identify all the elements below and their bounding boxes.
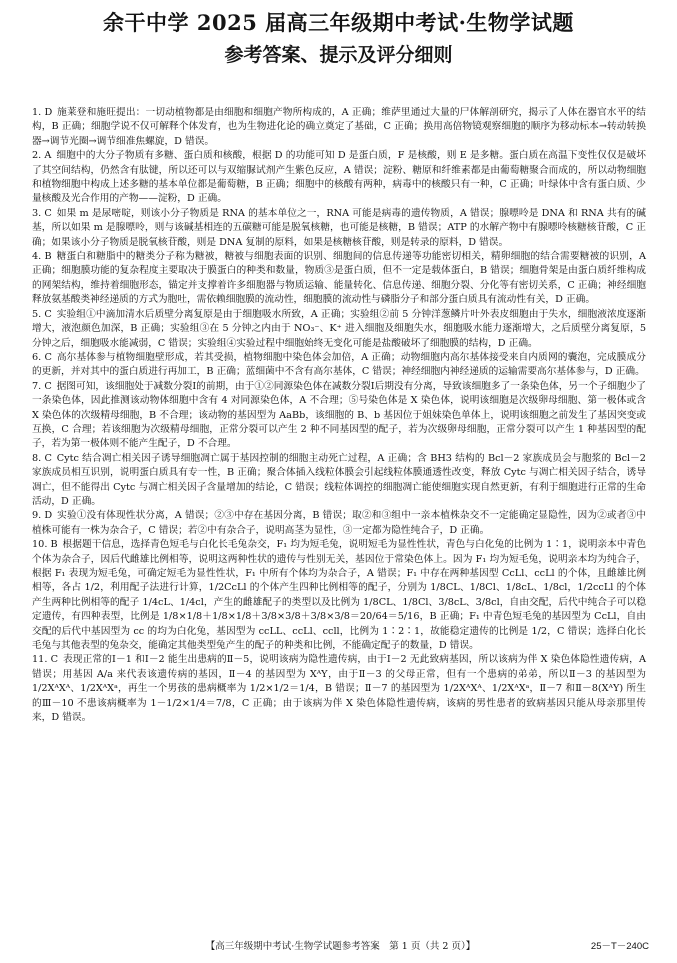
answer-item [32, 509, 646, 538]
answer-item [32, 452, 646, 510]
answer-explanation: Cytc 结合凋亡相关因子诱导细胞凋亡属于基因控制的细胞主动死亡过程，A 正确；含 BH3 结构的 Bcl－2 家族成员会与胞浆的 Bcl－2 家族成员相互识别，说明蛋白质具有专一性，B 正确；聚合体插入线粒体膜会引起线粒体膜通透性改变，释放 Cytc 与凋亡相关因子结合，诱导凋亡，但不能得出 Cytc 与凋亡相关因子含量增加的结论，C 错误；线粒体调控的细胞凋亡能使细胞实现自然更新，有利于细胞进行正常的生命活动，D 正确。 [32, 452, 646, 507]
answer-item [32, 149, 646, 207]
answer-number: 2. A [32, 150, 52, 162]
answer-number: 3. C [32, 207, 52, 219]
footer-document-code: 25－T－240C [590, 941, 649, 952]
answer-number: 5. C [32, 308, 52, 320]
answer-explanation: 施莱登和施旺提出：一切动植物都是由细胞和细胞产物所构成的，A 正确；维萨里通过大量的尸体解剖研究，揭示了人体在器官水平的结构，B 正确；细胞学说不仅可解释个体发育，也为生物进化论的确立奠定了基础，C 正确；换用高倍物镜观察细胞的顺序为移动标本→转动转换器→调节光圈→调节细准焦螺旋，D 错误。 [32, 107, 646, 147]
answer-number: 1. D [32, 107, 53, 118]
page-subtitle: 参考答案、提示及评分细则 [224, 44, 453, 66]
answer-number: 8. C [32, 452, 52, 464]
answer-explanation: 实验①没有体现性状分离，A 错误；②③中存在基因分离，B 错误；取②和③组中一亲本植株杂交不一定能确定显隐性，因为②或者③中植株可能有一株为杂合子，C 错误；若②中有杂合子，说明高茎为显性，③一定都为隐性纯合子，D 正确。 [32, 510, 646, 536]
answer-explanation: 根据题干信息，选择青色短毛与白化长毛兔杂交，F₁ 均为短毛兔，说明短毛为显性性状，青色与白化兔的比例为 1∶1，说明亲本中青色个体为杂合子，因后代雌雄比例相等，说明这两种性状的遗传与性别无关，基因位于常染色体上。因为 F₁ 均为短毛兔，说明亲本均为纯合子，根据 F₁ 表现为短毛兔，可确定短毛为显性性状，F₁ 中所有个体均为杂合子，A 错误；F₁ 中存在两种基因型 CcLl、ccLl 的个体，且雌雄比例相等，各占 1/2，利用配子法进行计算，1/2CcLl 的个体产生四种比例相等的配子，分别为 1/8CL、1/8Cl、1/8cL、1/8cl，1/2ccLl 的个体产生两种比例相等的配子 1/4cL、1/4cl，产生的雌雄配子的类型以及比例为 1/8CL、1/8Cl、3/8cL、3/8cl，自由交配，后代中纯合子可以稳定遗传，有四种表型，比例是 1/8×1/8＋1/8×1/8＋3/8×3/8＋3/8×3/8＝20/64＝5/16，B 正确；F₁ 中青色短毛兔的基因型为 CcLl，自由交配的后代中基因型为 cc 的均为白化兔，基因型为 ccLL、ccLl、ccll，比例为 1∶2∶1，故能稳定遗传的比例是 1/2，C 错误；选择白化长毛兔与其他表型的兔杂交，能确定其他类型兔产生的配子的种类和比例，不能确定配子的数量，D 错误。 [32, 539, 647, 652]
answer-item [32, 653, 646, 725]
answer-item [32, 538, 646, 653]
answer-number: 6. C [32, 351, 52, 363]
answer-item [32, 380, 646, 452]
answer-explanation: 高尔基体参与植物细胞壁形成，若其受损，植物细胞中染色体会加倍，A 正确；动物细胞内高尔基体接受来自内质网的囊泡，完成膜成分的更新，并对其中的蛋白质进行再加工，B 正确；蓝细菌中不含有高尔基体，C 错误；神经细胞内神经递质的运输需要高尔基体参与，D 正确。 [32, 351, 646, 378]
answer-explanation: 据图可知，该细胞处于减数分裂Ⅰ的前期，由于①②同源染色体在减数分裂Ⅰ后期没有分离，导致该细胞多了一条染色体，另一个子细胞少了一条染色体，因此推测该动物体细胞中含有 4 对同源染色体，A 不合理；⑤号染色体是 X 染色体，说明该细胞是次级卵母细胞、第一极体或含 X 染色体的次级精母细胞，B 不合理；该动物的基因型为 AaBb，该细胞的 B、b 基因位于姐妹染色单体上，说明该细胞之前发生了基因突变或互换，C 合理；若该细胞为次级精母细胞，正常分裂可以产生 2 种不同基因型的配子，若为次级卵母细胞，正常分裂可以产生 1 种基因型的配子，若为第一极体则不能产生配子，D 不合理。 [32, 380, 646, 450]
answer-number: 4. B [32, 251, 52, 263]
answer-item [32, 308, 646, 351]
answer-item [32, 106, 646, 149]
answer-item [32, 207, 646, 250]
answer-item [32, 351, 646, 380]
answer-explanation: 表现正常的Ⅰ－1 和Ⅰ－2 能生出患病的Ⅱ－5，说明该病为隐性遗传病，由于Ⅰ－2 无此致病基因，所以该病为伴 X 染色体隐性遗传病，A 错误；用基因 A/a 来代表该遗传病的基因，Ⅱ－4 的基因型为 XᴬY，由于Ⅱ－3 的父母正常，但有一个患病的弟弟，所以Ⅱ－3 的基因型为 1/2XᴬXᴬ、1/2XᴬXᵃ，再生一个男孩的患病概率为 1/2×1/2＝1/4，B 错误；Ⅱ－7 的基因型为 1/2XᴬXᴬ、1/2XᴬXᵃ，Ⅱ－7 和Ⅱ－8(XᴬY) 所生的Ⅲ－10 不患该病概率为 1－1/2×1/4＝7/8，C 正确；由于该病为伴 X 染色体隐性遗传病，该病的男性患者的致病基因只能从母亲那里传来，D 错误。 [32, 654, 646, 724]
answer-item [32, 250, 646, 308]
answer-explanation: 糖蛋白和糖脂中的糖类分子称为糖被，糖被与细胞表面的识别、细胞间的信息传递等功能密切相关，精卵细胞的结合需要糖被的识别，A 正确；细胞膜功能的复杂程度主要取决于膜蛋白的种类和数量，物质③是蛋白质，但不一定是载体蛋白，B 错误；细胞骨架是由蛋白质纤维构成的网架结构，维持着细胞形态，锚定并支撑着许多细胞器与物质运输、能量转化、信息传递、细胞分裂、分化等有密切关系，C 正确；神经细胞释放氨基酸类神经递质的方式为胞吐，需依赖细胞膜的流动性，细胞膜的流动性与磷脂分子和部分蛋白质具有流动性有关，D 正确。 [32, 251, 646, 306]
answer-explanation: 如果 m 是尿嘧啶，则该小分子物质是 RNA 的基本单位之一，RNA 可能是病毒的遗传物质，A 错误；腺嘌呤是 DNA 和 RNA 共有的碱基，所以如果 m 是腺嘌呤，则与该碱基相连的五碳糖可能是脱氧核糖，也可能是核糖，B 错误；ATP 的水解产物中有腺嘌呤核糖核苷酸，C 正确；如果该小分子物质是脱氧核苷酸，则是 DNA 复制的原料，如果是核糖核苷酸，则是转录的原料，D 错误。 [32, 207, 646, 248]
answer-explanation: 细胞中的大分子物质有多糖、蛋白质和核酸，根据 D 的功能可知 D 是蛋白质，F 是核酸，则 E 是多糖。蛋白质在高温下变性仅仅是破坏了其空间结构，仍然含有肽键，所以还可以与双缩脲试剂产生紫色反应，A 错误；淀粉、糖原和纤维素都是由葡萄糖聚合而成的，所以动物细胞和植物细胞中构成上述多糖的基本单位都是葡萄糖，B 正确；细胞中的核酸有两种，病毒中的核酸只有一种，C 正确；叶绿体中含有蛋白质、少量核酸及光合作用的产物——淀粉，D 正确。 [32, 150, 646, 205]
answer-number: 10. B [32, 539, 58, 551]
answer-list [32, 106, 646, 725]
page-footer [32, 940, 649, 954]
page-title: 余干中学 2025 届高三年级期中考试·生物学试题 [103, 10, 574, 35]
answer-explanation: 实验组①中滴加清水后质壁分离复原是由于细胞吸水所致，A 正确；实验组②前 5 分钟洋葱鳞片叶外表皮细胞由于失水，细胞液浓度逐渐增大，液泡颜色加深，B 正确；实验组③在 5 分钟之内由于 NO₃⁻、K⁺ 进入细胞及细胞失水，细胞吸水能力逐渐增大，之后质壁分离复原，5 分钟之后，细胞吸水能减弱，C 错误；实验组④实验过程中细胞始终无变化可能是盐酸破坏了细胞膜的结构，D 正确。 [32, 308, 646, 349]
answer-number: 7. C [32, 380, 52, 392]
answer-number: 9. D [32, 510, 53, 522]
footer-page-info: 【高三年级期中考试·生物学试题参考答案 第 1 页（共 2 页）】 [205, 941, 476, 952]
answer-number: 11. C [32, 654, 59, 666]
